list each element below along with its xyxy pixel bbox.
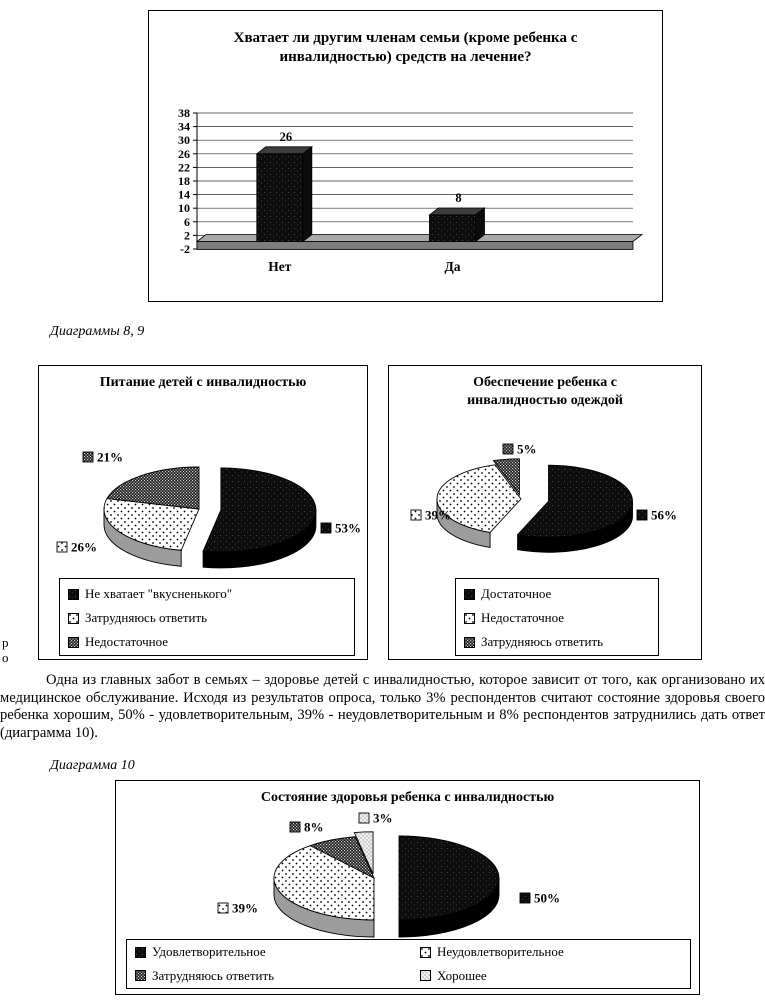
svg-text:18: 18 (178, 174, 190, 188)
svg-text:30: 30 (178, 133, 190, 148)
svg-text:39%: 39% (232, 900, 258, 916)
legend-item (60, 606, 354, 630)
svg-text:-2: -2 (180, 242, 190, 256)
svg-text:38: 38 (178, 106, 190, 120)
margin-text-fragment: р (2, 635, 9, 650)
svg-text:53%: 53% (335, 520, 361, 536)
legend-label: Достаточное (481, 586, 552, 601)
svg-text:3%: 3% (373, 810, 393, 826)
pie2-legend (455, 578, 659, 656)
legend-swatch-fine-icon (420, 970, 431, 981)
legend-item (60, 582, 354, 606)
svg-text:26: 26 (178, 146, 190, 161)
svg-text:22: 22 (178, 160, 190, 175)
body-paragraph: Одна из главных забот в семьях – здоровье детей с инвалидностью, которое зависит от того, как организовано их медицинское обслуживание. Исходя из результатов опроса, только 3% респондентов считают состояние здоровья своего ребенка хорошим, 50% - удовлетворительным, 39% - неудовлетворительным и 8% респондентов затруднились дать ответ (диаграмма 10). (0, 672, 765, 741)
pie2-title: Обеспечение ребенка с инвалидностью одеждой (467, 375, 623, 408)
legend-label: Неудовлетворительное (437, 944, 564, 959)
svg-text:26: 26 (279, 129, 293, 144)
svg-text:56%: 56% (651, 507, 677, 523)
legend-label: Затрудняюсь ответить (152, 967, 275, 983)
legend-item (412, 941, 690, 963)
bar-chart-canvas (155, 89, 658, 294)
pie-chart-panel-clothing (388, 365, 702, 660)
legend-swatch-checker-icon (68, 637, 79, 648)
legend-swatch-dots-icon (464, 613, 475, 624)
pie3-legend (126, 939, 691, 989)
legend-label: Недостаточное (481, 610, 565, 625)
legend-label: Затрудняюсь ответить (85, 610, 208, 625)
legend-label: Удовлетворительное (152, 944, 266, 959)
svg-text:Нет: Нет (268, 259, 292, 274)
svg-text:2: 2 (184, 228, 190, 243)
legend-item (127, 965, 412, 987)
svg-text:50%: 50% (534, 890, 560, 906)
caption-diagram-10: Диаграмма 10 (50, 758, 135, 773)
svg-text:10: 10 (178, 201, 190, 216)
legend-item (412, 965, 690, 987)
legend-item (127, 941, 412, 963)
svg-text:6: 6 (184, 214, 190, 229)
legend-swatch-dots-icon (420, 947, 431, 958)
legend-label: Хорошее (437, 967, 487, 983)
svg-text:14: 14 (178, 187, 190, 202)
svg-text:39%: 39% (425, 507, 451, 523)
legend-label: Не хватает "вкусненького" (85, 586, 233, 601)
pie3-title: Состояние здоровья ребенка с инвалидностью (260, 790, 555, 805)
svg-text:5%: 5% (517, 441, 537, 457)
svg-text:21%: 21% (97, 449, 123, 465)
legend-swatch-dots-icon (68, 613, 79, 624)
legend-item (456, 630, 658, 654)
legend-swatch-checker-icon (464, 637, 475, 648)
legend-swatch-black-icon (464, 589, 475, 600)
legend-swatch-black-icon (68, 589, 79, 600)
bar-chart-panel (148, 10, 663, 302)
legend-item (456, 582, 658, 606)
caption-diagrams-8-9: Диаграммы 8, 9 (50, 324, 145, 339)
svg-text:Да: Да (444, 259, 461, 274)
pie1-legend (59, 578, 355, 656)
svg-text:8%: 8% (304, 819, 324, 835)
legend-item (456, 606, 658, 630)
svg-text:8: 8 (455, 191, 462, 205)
margin-text-fragment: о (2, 650, 9, 665)
legend-item (60, 630, 354, 654)
svg-text:26%: 26% (71, 539, 97, 555)
pie-chart-panel-nutrition (38, 365, 368, 660)
legend-swatch-checker-icon (135, 970, 146, 981)
svg-text:34: 34 (178, 119, 190, 134)
legend-swatch-black-icon (135, 947, 146, 958)
legend-label: Затрудняюсь ответить (481, 634, 604, 649)
legend-label: Недостаточное (85, 634, 169, 649)
bar-chart-title: Хватает ли другим членам семьи (кроме ребенка с инвалидностью) средств на лечение? (233, 30, 578, 65)
pie-chart-panel-health (115, 780, 700, 995)
pie1-title: Питание детей с инвалидностью (99, 375, 307, 390)
